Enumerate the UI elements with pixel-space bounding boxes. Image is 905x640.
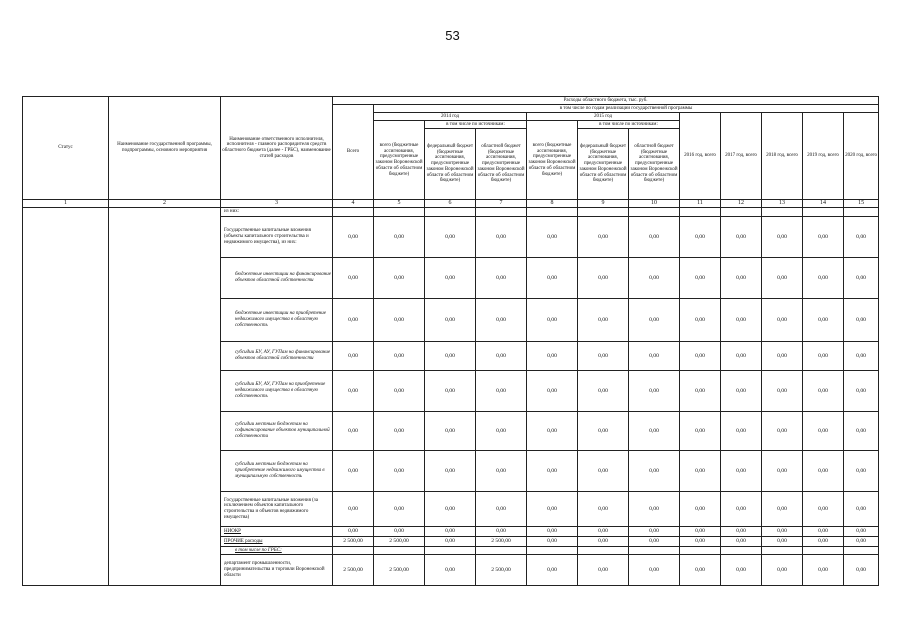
value-cell: 0,00 — [527, 451, 578, 492]
value-cell: 0,00 — [680, 299, 721, 342]
value-cell: 0,00 — [425, 527, 476, 537]
budget-table — [22, 96, 879, 586]
value-cell: 0,00 — [333, 451, 374, 492]
value-cell: 0,00 — [803, 217, 844, 258]
value-cell — [333, 547, 374, 555]
value-cell: 0,00 — [680, 527, 721, 537]
value-cell: 0,00 — [333, 527, 374, 537]
value-cell: 0,00 — [721, 217, 762, 258]
value-cell: 0,00 — [721, 412, 762, 451]
value-cell: 0,00 — [476, 299, 527, 342]
value-cell: 2 500,00 — [333, 555, 374, 586]
value-cell: 0,00 — [721, 258, 762, 299]
column-numbers-row — [23, 200, 879, 208]
value-cell: 0,00 — [578, 555, 629, 586]
value-cell: 0,00 — [476, 412, 527, 451]
value-cell: 0,00 — [476, 451, 527, 492]
value-cell: 0,00 — [425, 412, 476, 451]
header-2018: 2018 год, всего — [762, 113, 803, 200]
value-cell — [578, 208, 629, 217]
value-cell: 0,00 — [762, 412, 803, 451]
value-cell: 0,00 — [680, 412, 721, 451]
value-cell — [374, 208, 425, 217]
value-cell: 0,00 — [803, 299, 844, 342]
header-2014-incl-sources: в том числе по источникам: — [425, 121, 527, 129]
value-cell: 0,00 — [578, 451, 629, 492]
value-cell: 0,00 — [803, 412, 844, 451]
column-number: 6 — [425, 200, 476, 208]
column-number: 7 — [476, 200, 527, 208]
value-cell: 0,00 — [844, 299, 879, 342]
value-cell: 0,00 — [762, 492, 803, 527]
value-cell — [425, 547, 476, 555]
header-2020: 2020 год, всего — [844, 113, 879, 200]
value-cell: 0,00 — [374, 451, 425, 492]
value-cell — [762, 547, 803, 555]
value-cell: 0,00 — [803, 537, 844, 547]
header-2014-federal: федеральный бюджет (бюджетные ассигнования, предусмотренные законом Воронежской области об областном бюджете) — [425, 129, 476, 200]
value-cell: 0,00 — [721, 555, 762, 586]
value-cell — [578, 547, 629, 555]
value-cell: 0,00 — [425, 492, 476, 527]
value-cell: 0,00 — [762, 342, 803, 371]
header-2014-total: всего (бюджетные ассигнования, предусмотренные законом Воронежской области об областном бюджете) — [374, 121, 425, 200]
value-cell: 0,00 — [578, 412, 629, 451]
value-cell — [527, 547, 578, 555]
value-cell — [844, 208, 879, 217]
value-cell: 0,00 — [629, 342, 680, 371]
value-cell: 0,00 — [629, 537, 680, 547]
value-cell: 0,00 — [629, 258, 680, 299]
header-2015-regional: областной бюджет (бюджетные ассигнования, предусмотренные законом Воронежской области об областном бюджете) — [629, 129, 680, 200]
value-cell: 0,00 — [578, 258, 629, 299]
value-cell: 0,00 — [527, 258, 578, 299]
value-cell: 0,00 — [721, 451, 762, 492]
value-cell — [476, 547, 527, 555]
column-number: 5 — [374, 200, 425, 208]
value-cell: 0,00 — [578, 342, 629, 371]
value-cell: 0,00 — [803, 258, 844, 299]
column-number: 9 — [578, 200, 629, 208]
value-cell: 0,00 — [425, 555, 476, 586]
row-name: бюджетные инвестиции на финансирование объектов областной собственности — [221, 258, 333, 299]
value-cell — [476, 208, 527, 217]
value-cell: 0,00 — [527, 527, 578, 537]
value-cell: 0,00 — [762, 371, 803, 412]
value-cell: 0,00 — [333, 342, 374, 371]
value-cell: 0,00 — [762, 555, 803, 586]
value-cell: 0,00 — [844, 451, 879, 492]
row-name: бюджетные инвестиции на приобретение недвижимого имущества в областную собственность — [221, 299, 333, 342]
value-cell: 2 500,00 — [374, 555, 425, 586]
value-cell: 0,00 — [844, 412, 879, 451]
column-number: 10 — [629, 200, 680, 208]
value-cell: 0,00 — [374, 258, 425, 299]
value-cell: 0,00 — [527, 412, 578, 451]
value-cell: 0,00 — [680, 371, 721, 412]
value-cell: 0,00 — [578, 299, 629, 342]
row-name: из них: — [221, 208, 333, 217]
value-cell — [333, 208, 374, 217]
value-cell: 0,00 — [721, 492, 762, 527]
value-cell: 0,00 — [476, 258, 527, 299]
header-program-name: Наименование государственной программы, подпрограммы, основного мероприятия — [109, 97, 221, 200]
value-cell: 0,00 — [844, 527, 879, 537]
value-cell: 0,00 — [680, 555, 721, 586]
value-cell: 0,00 — [844, 555, 879, 586]
value-cell: 0,00 — [476, 342, 527, 371]
value-cell: 0,00 — [374, 527, 425, 537]
value-cell: 0,00 — [476, 492, 527, 527]
row-name: в том числе по ГРБС: — [221, 547, 333, 555]
value-cell: 0,00 — [680, 217, 721, 258]
table-row — [23, 208, 879, 217]
value-cell: 0,00 — [721, 371, 762, 412]
value-cell: 0,00 — [578, 527, 629, 537]
value-cell — [680, 208, 721, 217]
column-number: 14 — [803, 200, 844, 208]
column-number: 2 — [109, 200, 221, 208]
value-cell: 0,00 — [803, 492, 844, 527]
header-status: Статус — [23, 97, 109, 200]
value-cell: 0,00 — [680, 258, 721, 299]
value-cell: 0,00 — [762, 451, 803, 492]
value-cell — [374, 547, 425, 555]
value-cell: 2 500,00 — [476, 555, 527, 586]
header-2014-regional: областной бюджет (бюджетные ассигнования, предусмотренные законом Воронежской области об областном бюджете) — [476, 129, 527, 200]
value-cell: 0,00 — [425, 537, 476, 547]
row-name: Государственные капитальные вложения (объекты капитального строительства и недвижимого имущества), из них: — [221, 217, 333, 258]
column-number: 11 — [680, 200, 721, 208]
row-name: ПРОЧИЕ расходы — [221, 537, 333, 547]
column-number: 12 — [721, 200, 762, 208]
value-cell: 0,00 — [803, 527, 844, 537]
value-cell: 0,00 — [333, 217, 374, 258]
column-number: 13 — [762, 200, 803, 208]
value-cell: 0,00 — [629, 555, 680, 586]
value-cell: 2 500,00 — [476, 537, 527, 547]
value-cell: 0,00 — [721, 527, 762, 537]
value-cell: 0,00 — [803, 371, 844, 412]
value-cell: 0,00 — [680, 492, 721, 527]
value-cell: 0,00 — [629, 217, 680, 258]
value-cell — [527, 208, 578, 217]
value-cell: 0,00 — [527, 342, 578, 371]
row-name: субсидии местным бюджетам на софинансирование объектов муниципальной собственности — [221, 412, 333, 451]
program-cell — [109, 208, 221, 586]
header-year-2014: 2014 год — [374, 113, 527, 121]
value-cell: 0,00 — [844, 371, 879, 412]
value-cell: 0,00 — [680, 342, 721, 371]
value-cell: 0,00 — [762, 537, 803, 547]
value-cell: 0,00 — [476, 527, 527, 537]
row-name: субсидии местным бюджетам на приобретение недвижимого имущества в муниципальную собственность — [221, 451, 333, 492]
value-cell: 0,00 — [762, 527, 803, 537]
value-cell: 0,00 — [374, 342, 425, 371]
value-cell: 0,00 — [721, 299, 762, 342]
value-cell: 0,00 — [629, 371, 680, 412]
value-cell: 0,00 — [578, 371, 629, 412]
header-by-years: в том числе по годам реализации государственной программы — [374, 105, 879, 113]
row-name: субсидии БУ, АУ, ГУПам на финансирование объектов областной собственности — [221, 342, 333, 371]
value-cell: 0,00 — [527, 371, 578, 412]
value-cell: 2 500,00 — [374, 537, 425, 547]
value-cell: 0,00 — [762, 299, 803, 342]
value-cell: 0,00 — [333, 412, 374, 451]
value-cell: 0,00 — [425, 342, 476, 371]
value-cell — [803, 547, 844, 555]
value-cell: 0,00 — [425, 371, 476, 412]
value-cell: 0,00 — [578, 217, 629, 258]
value-cell — [721, 208, 762, 217]
column-number: 1 — [23, 200, 109, 208]
value-cell: 0,00 — [374, 217, 425, 258]
value-cell — [803, 208, 844, 217]
value-cell: 0,00 — [629, 451, 680, 492]
value-cell — [425, 208, 476, 217]
value-cell: 0,00 — [629, 492, 680, 527]
header-2019: 2019 год, всего — [803, 113, 844, 200]
value-cell: 0,00 — [629, 299, 680, 342]
value-cell: 0,00 — [629, 527, 680, 537]
value-cell: 0,00 — [333, 258, 374, 299]
value-cell: 0,00 — [374, 371, 425, 412]
header-2015-federal: федеральный бюджет (бюджетные ассигнования, предусмотренные законом Воронежской области об областном бюджете) — [578, 129, 629, 200]
value-cell: 0,00 — [527, 299, 578, 342]
value-cell — [721, 547, 762, 555]
value-cell: 0,00 — [527, 492, 578, 527]
value-cell: 0,00 — [844, 492, 879, 527]
header-year-2015: 2015 год — [527, 113, 680, 121]
value-cell: 0,00 — [803, 555, 844, 586]
value-cell: 0,00 — [425, 451, 476, 492]
header-2016: 2016 год, всего — [680, 113, 721, 200]
value-cell: 0,00 — [374, 492, 425, 527]
value-cell: 0,00 — [680, 537, 721, 547]
value-cell: 2 500,00 — [333, 537, 374, 547]
header-total: Всего — [333, 105, 374, 200]
value-cell: 0,00 — [762, 217, 803, 258]
value-cell: 0,00 — [333, 371, 374, 412]
value-cell: 0,00 — [629, 412, 680, 451]
value-cell: 0,00 — [527, 537, 578, 547]
column-number: 4 — [333, 200, 374, 208]
column-number: 8 — [527, 200, 578, 208]
column-number: 3 — [221, 200, 333, 208]
row-name: департамент промышленности, предпринимательства и торговли Воронежской области — [221, 555, 333, 586]
value-cell: 0,00 — [425, 258, 476, 299]
header-2015-incl-sources: в том числе по источникам: — [578, 121, 680, 129]
value-cell — [629, 547, 680, 555]
header-executor: Наименование ответственного исполнителя, исполнителя - главного распорядителя средств областного бюджета (далее - ГРБС), наименование статей расходов — [221, 97, 333, 200]
value-cell: 0,00 — [578, 492, 629, 527]
value-cell: 0,00 — [333, 299, 374, 342]
value-cell: 0,00 — [762, 258, 803, 299]
value-cell: 0,00 — [476, 371, 527, 412]
value-cell: 0,00 — [680, 451, 721, 492]
value-cell: 0,00 — [721, 537, 762, 547]
value-cell: 0,00 — [425, 299, 476, 342]
value-cell — [629, 208, 680, 217]
value-cell: 0,00 — [844, 537, 879, 547]
page-number: 53 — [445, 28, 460, 43]
value-cell: 0,00 — [527, 217, 578, 258]
header-expenses-title: Расходы областного бюджета, тыс. руб. — [333, 97, 879, 105]
value-cell: 0,00 — [374, 299, 425, 342]
column-number: 15 — [844, 200, 879, 208]
row-name: субсидии БУ, АУ, ГУПам на приобретение недвижимого имущества в областную собственность — [221, 371, 333, 412]
value-cell: 0,00 — [803, 451, 844, 492]
value-cell: 0,00 — [425, 217, 476, 258]
value-cell — [762, 208, 803, 217]
header-2015-total: всего (бюджетные ассигнования, предусмотренные законом Воронежской области об областном бюджете) — [527, 121, 578, 200]
row-name: НИОКР — [221, 527, 333, 537]
value-cell — [844, 547, 879, 555]
value-cell: 0,00 — [721, 342, 762, 371]
value-cell: 0,00 — [476, 217, 527, 258]
row-name: Государственные капитальные вложения (за исключением объектов капитального строительства и объектов недвижимого имущества) — [221, 492, 333, 527]
value-cell — [680, 547, 721, 555]
value-cell: 0,00 — [844, 217, 879, 258]
value-cell: 0,00 — [844, 342, 879, 371]
value-cell: 0,00 — [527, 555, 578, 586]
value-cell: 0,00 — [844, 258, 879, 299]
value-cell: 0,00 — [333, 492, 374, 527]
value-cell: 0,00 — [374, 412, 425, 451]
header-2017: 2017 год, всего — [721, 113, 762, 200]
status-cell — [23, 208, 109, 586]
value-cell: 0,00 — [578, 537, 629, 547]
value-cell: 0,00 — [803, 342, 844, 371]
